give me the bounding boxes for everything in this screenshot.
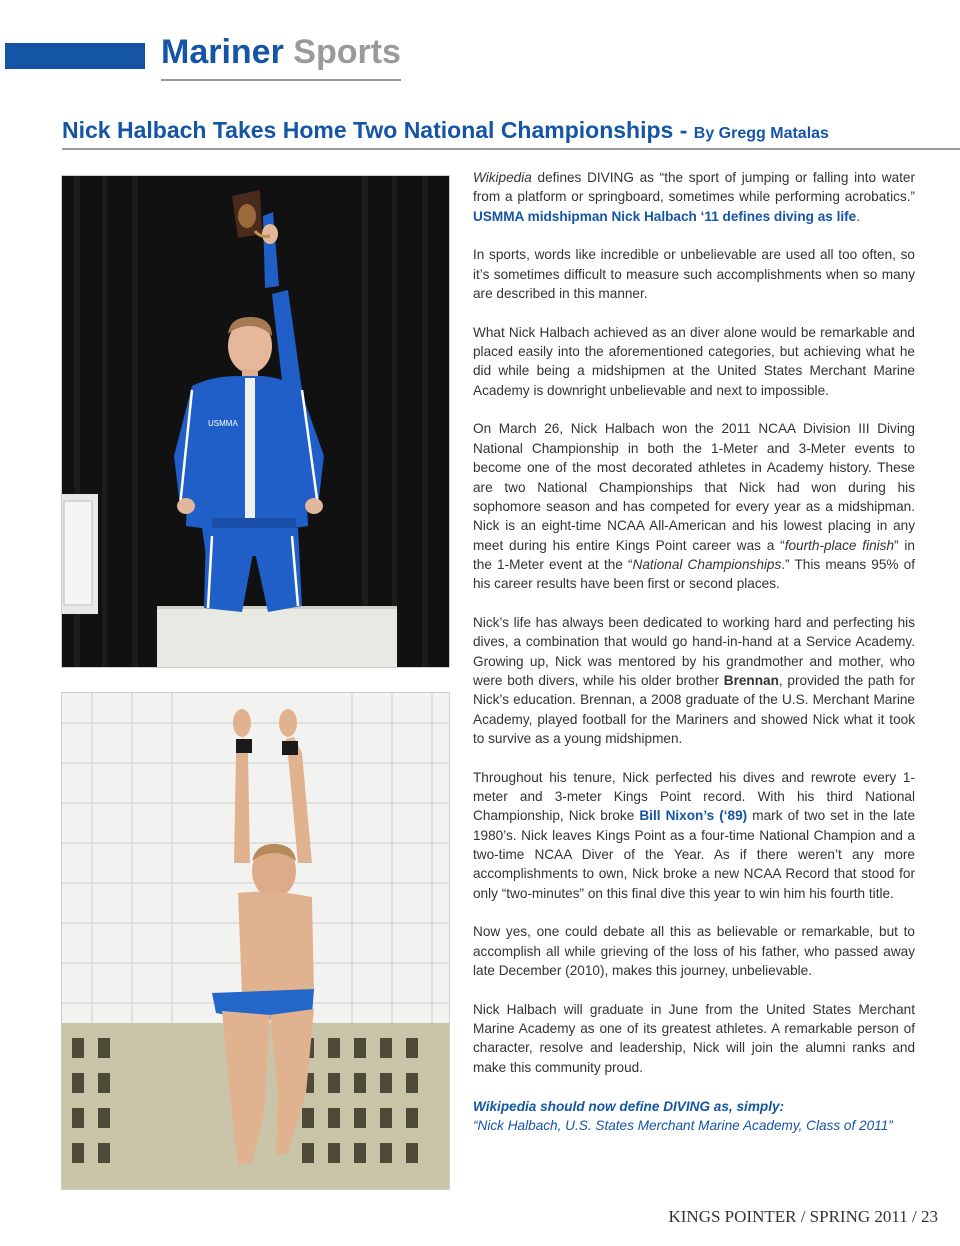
article-paragraph: What Nick Halbach achieved as an diver alone would be remarkable and placed easily into the aforementioned categories, but achieving what he did while being a midshipmen at the United States Merchant Marine Academy is downright unbelievable and next to impossible. [473, 324, 915, 398]
closing-line-2: “Nick Halbach, U.S. States Merchant Marine Academy, Class of 2011” [473, 1117, 893, 1133]
paragraph-end: , provided the path for Nick’s education. Brennan, a 2008 graduate of the U.S. Merchant Marine Academy, played football for the Mariners and showed Nick what it took to survive as a young midshipmen. [473, 672, 915, 746]
article-paragraph [473, 768, 915, 903]
article-paragraph [473, 168, 915, 226]
page-footer: KINGS POINTER / SPRING 2011 / 23 [668, 1207, 938, 1226]
paragraph-text: Nick’s life has always been dedicated to working hard and perfecting his dives, a combination that would go hand-in-hand at a Service Academy. Growing up, Nick was mentored by his grandmother and mother, who were both divers, while his older brother [473, 614, 915, 688]
emphasis-text: National Championships [632, 556, 782, 572]
article-headline [62, 114, 829, 150]
section-title [161, 30, 401, 74]
paragraph-text: defines DIVING as “the sport of jumping or falling into water from a platform or springboard, sometimes while performing acrobatics.” [473, 170, 915, 205]
article-paragraph: In sports, words like incredible or unbelievable are used all too often, so it’s sometimes difficult to measure such accomplishments when so many are described in this manner. [473, 247, 915, 302]
closing-line-1 [473, 1097, 915, 1116]
headline-rule [62, 148, 960, 150]
closing-statement: Wikipedia should now define DIVING as, simply: [473, 1098, 785, 1114]
source-name: Wikipedia [473, 170, 532, 185]
photo-podium-trophy [61, 175, 450, 668]
article-paragraph [473, 613, 915, 748]
section-color-bar [5, 43, 145, 69]
section-title-rule [161, 79, 401, 81]
headline-title: Nick Halbach Takes Home Two National Championships - [62, 117, 688, 143]
article-paragraph: Now yes, one could debate all this as believable or remarkable, but to accomplish all while grieving of the loss of his father, who passed away late December (2010), makes this journey, unbelievable. [473, 924, 915, 979]
photo-diver-jump [61, 692, 450, 1190]
article-body [473, 168, 915, 1135]
section-title-part2: Sports [293, 33, 401, 71]
article-paragraph: Nick Halbach will graduate in June from the United States Merchant Marine Academy as one of its greatest athletes. A remarkable person of character, resolve and leadership, Nick will join the alumni ranks and make this community proud. [473, 1001, 915, 1075]
highlight-statement: USMMA midshipman Nick Halbach ‘11 defines diving as life [473, 208, 857, 224]
paragraph-end: .” This means 95% of his career results have been first or second places. [473, 556, 915, 592]
paragraph-end: . [856, 208, 861, 224]
person-name: Bill Nixon’s (‘89) [639, 808, 748, 824]
paragraph-end: mark of two set in the late 1980’s. Nick leaves Kings Point as a four-time National Champion and a two-time NCAA Diver of the Year. As if there weren’t any more accomplishments to own, Nick broke a new NCAA Record that stood for only “two-minutes” on this final dive this year to win him his fourth title. [473, 808, 915, 901]
paragraph-text: ” in the 1-Meter event at the “ [473, 537, 915, 572]
emphasis-text: fourth-place finish [784, 537, 895, 553]
paragraph-text: Throughout his tenure, Nick perfected his dives and rewrote every 1-meter and 3-meter Kings Point record. With his third National Championship, Nick broke [473, 769, 915, 824]
person-name: Brennan [723, 672, 779, 688]
article-paragraph [473, 419, 915, 593]
paragraph-text: On March 26, Nick Halbach won the 2011 NCAA Division III Diving National Championship in both the 1-Meter and 3-Meter events to become one of the most decorated athletes in Academy history. These are two National Championships that Nick had won during his sophomore season and has competed for every year as a midshipman. Nick is an eight-time NCAA All-American and his lowest placing in any meet during his entire Kings Point career was a “ [473, 421, 915, 553]
section-title-part1: Mariner [161, 33, 284, 71]
jacket-lettering: USMMA [208, 419, 238, 428]
headline-byline: By Gregg Matalas [693, 125, 829, 142]
